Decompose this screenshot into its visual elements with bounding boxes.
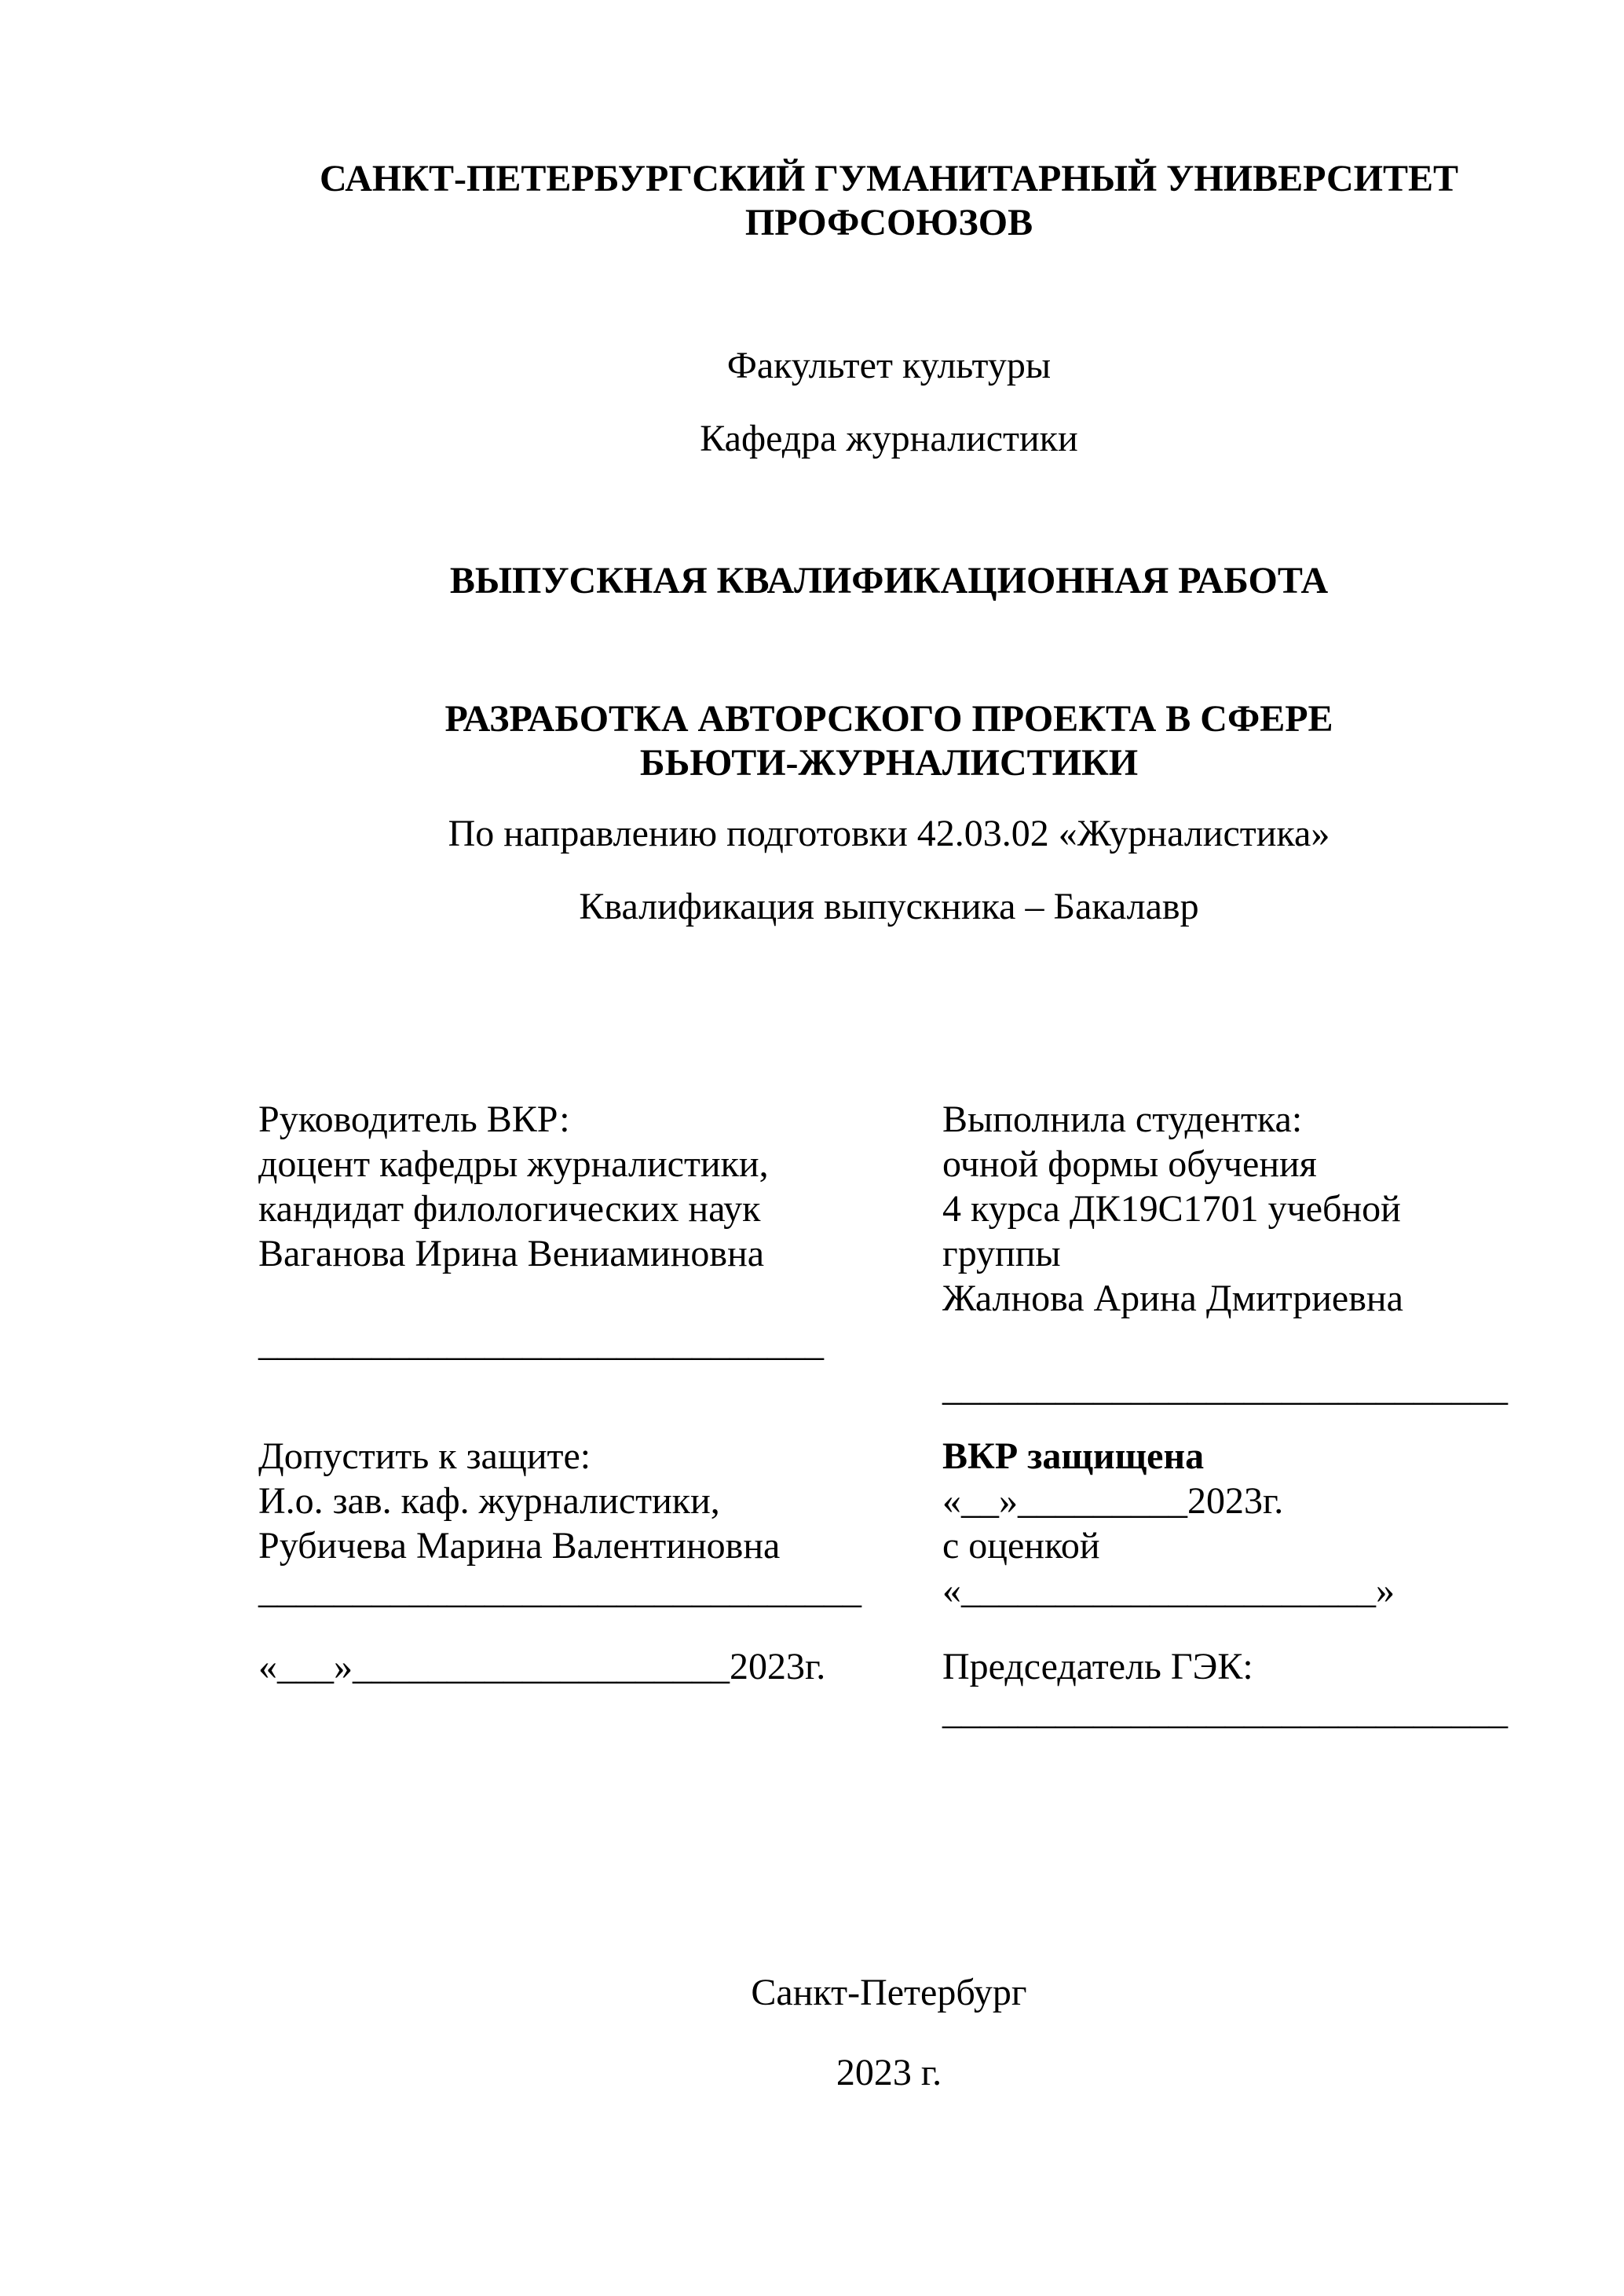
supervisor-name: Ваганова Ирина Вениаминовна: [258, 1233, 765, 1274]
defense-heading: ВКР защищена: [942, 1435, 1205, 1477]
thesis-title-line-2: БЬЮТИ-ЖУРНАЛИСТИКИ: [639, 742, 1139, 784]
work-type: ВЫПУСКНАЯ КВАЛИФИКАЦИОННАЯ РАБОТА: [449, 560, 1329, 601]
supervisor-block: [258, 1097, 824, 1366]
defense-grade-line: «______________________»: [942, 1570, 1395, 1611]
admission-block: [258, 1434, 861, 1689]
admission-date-line: «___»____________________2023г.: [258, 1646, 826, 1687]
university-name-line-2: ПРОФСОЮЗОВ: [744, 202, 1033, 243]
supervisor-position: доцент кафедры журналистики,: [258, 1143, 769, 1185]
direction: По направлению подготовки 42.03.02 «Журналистика»: [448, 813, 1330, 854]
thesis-title-line-1: РАЗРАБОТКА АВТОРСКОГО ПРОЕКТА В СФЕРЕ: [444, 698, 1333, 740]
supervisor-signature-line: ______________________________: [258, 1322, 824, 1364]
faculty: Факультет культуры: [726, 345, 1052, 386]
year: 2023 г.: [836, 2052, 942, 2093]
student-signature-line: ______________________________: [942, 1367, 1508, 1409]
chair-label: Председатель ГЭК:: [942, 1646, 1253, 1687]
defense-grade-label: с оценкой: [942, 1525, 1100, 1567]
city: Санкт-Петербург: [751, 1972, 1027, 2013]
student-label: Выполнила студентка:: [942, 1099, 1303, 1140]
student-block: [942, 1097, 1508, 1410]
student-name: Жалнова Арина Дмитриевна: [942, 1278, 1403, 1319]
student-study-form: очной формы обучения: [942, 1143, 1317, 1185]
university-name: [258, 157, 1520, 245]
qualification: Квалификация выпускника – Бакалавр: [579, 886, 1199, 927]
department: Кафедра журналистики: [700, 418, 1078, 459]
student-course-group: 4 курса ДК19С1701 учебной: [942, 1188, 1401, 1230]
student-group-word: группы: [942, 1233, 1061, 1274]
admission-name: Рубичева Марина Валентиновна: [258, 1525, 781, 1567]
admission-signature-line: ________________________________: [258, 1570, 861, 1611]
chair-signature-line: ______________________________: [942, 1691, 1508, 1732]
defense-date-line: «__»_________2023г.: [942, 1480, 1284, 1522]
defense-block: [942, 1434, 1508, 1734]
supervisor-label: Руководитель ВКР:: [258, 1099, 570, 1140]
university-name-line-1: САНКТ-ПЕТЕРБУРГСКИЙ ГУМАНИТАРНЫЙ УНИВЕРСИТЕТ: [319, 158, 1459, 199]
thesis-title: [258, 697, 1520, 785]
supervisor-degree: кандидат филологических наук: [258, 1188, 761, 1230]
admission-position: И.о. зав. каф. журналистики,: [258, 1480, 720, 1522]
admission-label: Допустить к защите:: [258, 1435, 591, 1477]
